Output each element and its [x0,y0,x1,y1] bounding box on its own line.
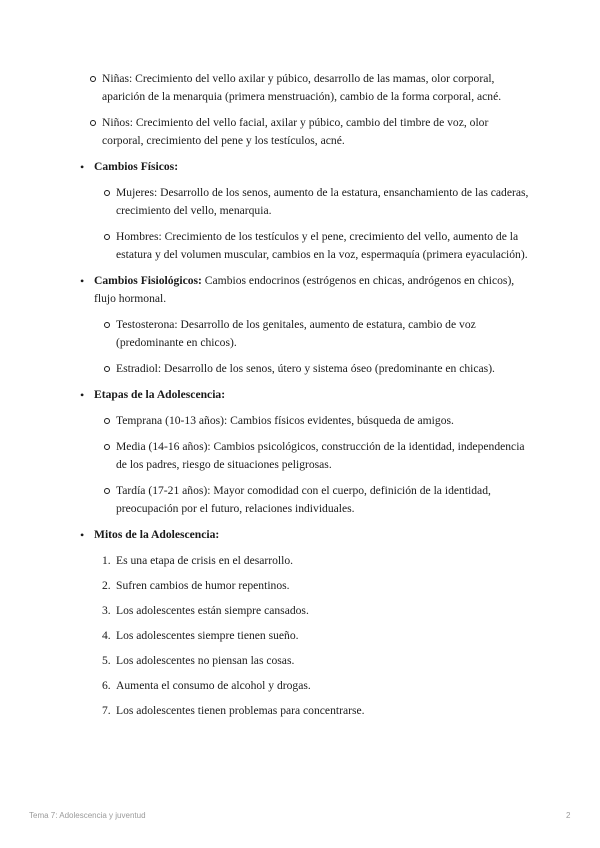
list-text: Los adolescentes tienen problemas para concentrarse. [116,704,365,717]
list-item-women: Mujeres: Desarrollo de los senos, aumento de la estatura, ensanchamiento de las caderas, crecimiento del vello, menarquia. [116,184,530,220]
list-item [102,552,530,570]
list-item [102,627,530,645]
list-text: Los adolescentes siempre tienen sueño. [116,629,299,642]
section-title: Cambios Fisiológicos: [94,274,202,287]
list-number: 2. [102,579,111,592]
list-text: Sufren cambios de humor repentinos. [116,579,290,592]
list-text: Es una etapa de crisis en el desarrollo. [116,554,294,567]
list-item-estradiol: Estradiol: Desarrollo de los senos, útero y sistema óseo (predominante en chicas). [116,360,530,378]
list-item-late: Tardía (17-21 años): Mayor comodidad con el cuerpo, definición de la identidad, preocupación por el futuro, relaciones individuales. [116,482,530,518]
list-text: Los adolescentes no piensan las cosas. [116,654,295,667]
etapas-sublist [94,412,530,518]
section-cambios-fisicos [80,158,530,264]
list-item-early: Temprana (10-13 años): Cambios físicos evidentes, búsqueda de amigos. [116,412,530,430]
section-title: Cambios Físicos: [94,160,179,173]
section-cambios-fisiologicos [80,272,530,378]
mitos-list [94,552,530,720]
list-item-men: Hombres: Crecimiento de los testículos y el pene, crecimiento del vello, aumento de la estatura y del volumen muscular, cambios en la voz, espermaquía (primera eyaculación). [116,228,530,264]
section-text: Cambios endocrinos (estrógenos en chicas, andrógenos en chicos), flujo hormonal. [94,274,515,305]
list-item-boys: Niños: Crecimiento del vello facial, axilar y púbico, cambio del timbre de voz, olor corporal, crecimiento del pene y los testículos, acné. [102,114,530,150]
main-list [80,158,530,720]
list-text: Aumenta el consumo de alcohol y drogas. [116,679,311,692]
section-title: Mitos de la Adolescencia: [94,528,220,541]
list-number: 5. [102,654,111,667]
list-number: 6. [102,679,111,692]
fisicos-sublist [94,184,530,264]
list-item [102,702,530,720]
list-item [102,677,530,695]
list-text: Los adolescentes están siempre cansados. [116,604,309,617]
document-content [80,70,530,728]
list-item [102,577,530,595]
list-number: 4. [102,629,111,642]
section-title: Etapas de la Adolescencia: [94,388,226,401]
list-item [102,602,530,620]
list-item-girls: Niñas: Crecimiento del vello axilar y púbico, desarrollo de las mamas, olor corporal, aparición de la menarquia (primera menstruación), cambio de la forma corporal, acné. [102,70,530,106]
list-number: 3. [102,604,111,617]
intro-sublist [80,70,530,150]
section-mitos [80,526,530,720]
list-number: 1. [102,554,111,567]
fisiologicos-sublist [94,316,530,378]
page-number: 2 [566,811,571,820]
list-item [102,652,530,670]
list-number: 7. [102,704,111,717]
list-item-testosterone: Testosterona: Desarrollo de los genitales, aumento de estatura, cambio de voz (predominante en chicos). [116,316,530,352]
list-item-middle: Media (14-16 años): Cambios psicológicos, construcción de la identidad, independencia de los padres, riesgo de situaciones peligrosas. [116,438,530,474]
section-etapas [80,386,530,518]
footer-title: Tema 7: Adolescencia y juventud [29,811,146,820]
